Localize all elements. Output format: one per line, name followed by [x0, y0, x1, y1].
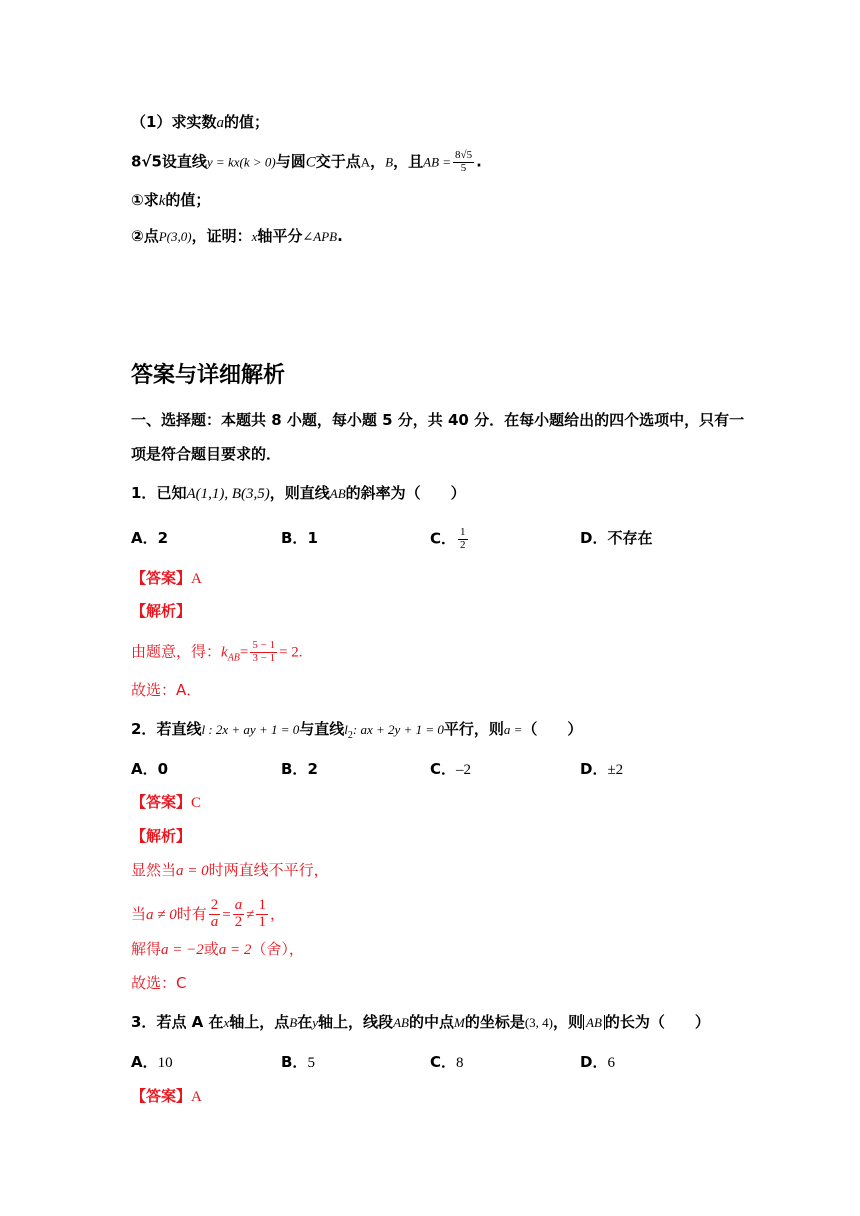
fraction [209, 898, 221, 931]
choice-2: 故选：C [131, 974, 187, 992]
answer-value: C [191, 795, 202, 811]
math-var: y [312, 1015, 319, 1030]
part-text: 设直线 [161, 152, 207, 171]
question-text: 平行，则 [443, 720, 504, 738]
sub-text: 轴平分 [257, 227, 303, 245]
math-var: k [221, 644, 228, 661]
question-text: ，则直线 [269, 484, 330, 502]
part-text: ，且 [393, 152, 424, 171]
answer-tag: 【答案】 [131, 569, 192, 587]
question-text: 的坐标是 [464, 1013, 525, 1031]
option-label: D． [580, 1053, 608, 1071]
fraction-den: 3 − 1 [252, 651, 276, 664]
fraction-den: 5 [460, 161, 467, 174]
period: . [337, 227, 343, 245]
option-b [281, 758, 318, 780]
math-line-eq: y = kx(k > 0) [206, 154, 276, 170]
option-b [281, 1051, 315, 1074]
option-a [131, 527, 168, 549]
answer-tag: 【答案】 [131, 1087, 192, 1105]
answer-tag: 【答案】 [131, 793, 192, 811]
part-number: 8√5 [131, 152, 162, 171]
option-d [580, 1051, 615, 1074]
sub-text: ①求 [131, 191, 159, 209]
question-text: 的中点 [408, 1013, 454, 1031]
solution-text: 显然当 [131, 861, 177, 879]
option-value: 0 [157, 760, 169, 778]
option-label: C． [430, 1053, 457, 1071]
math-abs: AB [583, 1015, 605, 1030]
fraction-num: a [234, 897, 243, 913]
question-1 [131, 482, 466, 505]
math-var: x [251, 229, 258, 244]
option-c [430, 527, 470, 551]
question-text: 轴上，线段 [318, 1013, 394, 1031]
analysis-tag-2: 【解析】 [131, 827, 192, 845]
fraction-den: a [210, 913, 219, 930]
analysis-tag-1: 【解析】 [131, 602, 192, 620]
math-not-equal: ≠ [246, 906, 255, 923]
fraction [256, 898, 268, 931]
math-subscript: AB [227, 652, 240, 664]
sub-text: ，证明： [191, 227, 252, 245]
math-equals: = [239, 644, 249, 661]
section-intro-line-1: 一、选择题：本题共 8 小题，每小题 5 分，共 40 分．在每小题给出的四个选项中，只有一 [131, 411, 745, 429]
math-var: AB [393, 1015, 409, 1030]
fraction-den: 2 [234, 913, 243, 930]
option-d [580, 527, 652, 549]
period: . [476, 152, 482, 171]
math-line-2: : ax + 2y + 1 = 0 [352, 722, 444, 737]
solution-text: 时有 [176, 904, 207, 923]
math-line-1: l : 2x + ay + 1 = 0 [201, 722, 300, 737]
solution-text: 或 [203, 940, 219, 958]
fraction-num: 1 [258, 897, 266, 913]
option-label: A． [131, 760, 158, 778]
sub-text: ②点 [131, 227, 159, 245]
fraction [250, 640, 277, 664]
part-text: 求实数 [171, 113, 217, 131]
solution-text: 时两直线不平行， [208, 861, 329, 879]
option-label: B． [281, 760, 308, 778]
math-expr: a = 0 [176, 863, 209, 879]
solution-1 [131, 640, 303, 670]
math-expr: AB = [423, 154, 452, 170]
option-label: C． [430, 760, 457, 778]
fraction [458, 527, 468, 551]
fraction [453, 150, 474, 174]
question-text: 已知 [156, 484, 187, 502]
option-value: 2 [157, 529, 169, 547]
part-text: 与圆 [275, 152, 306, 171]
math-subscript: 2 [347, 730, 353, 741]
prev-part-1 [131, 111, 269, 134]
question-text: 若点 A 在 [156, 1013, 224, 1031]
math-angle: ∠APB [302, 229, 338, 244]
part-number: （1） [131, 113, 172, 131]
answer-value: A [191, 571, 202, 587]
option-c [430, 758, 471, 781]
answer-1 [131, 567, 202, 590]
page-title: 答案与详细解析 [131, 363, 286, 388]
solution-text: （舍）， [251, 940, 304, 958]
prev-sub-2 [131, 225, 343, 248]
option-value: 10 [157, 1055, 173, 1071]
math-expr: a = [503, 722, 523, 737]
prev-sub-1 [131, 189, 210, 212]
math-points: A(1,1), B(3,5) [186, 486, 270, 502]
question-text: （ ） [522, 720, 583, 738]
answer-2 [131, 791, 201, 814]
solution-text: 当 [131, 904, 147, 923]
question-number: 1． [131, 484, 157, 502]
option-a [131, 758, 168, 780]
fraction-den: 2 [460, 538, 466, 551]
option-value: ±2 [607, 762, 624, 778]
question-text: 轴上，点 [229, 1013, 290, 1031]
option-value: 6 [607, 1055, 615, 1071]
math-var: C [305, 154, 316, 171]
question-number: 2． [131, 720, 157, 738]
math-var: B [289, 1015, 298, 1030]
option-d [580, 758, 623, 781]
option-value: 8 [456, 1055, 464, 1071]
option-value: 2 [307, 760, 318, 778]
math-var: l [344, 722, 348, 737]
math-coord: (3, 4) [524, 1015, 553, 1030]
solution-2-line-1 [131, 859, 329, 882]
question-text: 若直线 [156, 720, 202, 738]
question-text: 在 [297, 1013, 313, 1031]
question-3 [131, 1011, 710, 1034]
fraction [233, 898, 245, 931]
option-value: 不存在 [607, 529, 653, 547]
solution-2-line-2 [131, 898, 285, 931]
question-text: 与直线 [299, 720, 345, 738]
solution-2-line-3 [131, 938, 304, 961]
answer-value: A [191, 1089, 202, 1105]
math-point: A [360, 154, 371, 170]
question-number: 3． [131, 1013, 157, 1031]
math-equals: = [222, 906, 231, 923]
fraction-num: 5 − 1 [252, 639, 276, 651]
sub-text-tail: 的值； [165, 191, 211, 209]
fraction-den: 1 [258, 913, 266, 930]
math-expr: a = −2 [161, 942, 204, 958]
math-var: M [453, 1015, 465, 1030]
solution-text: ， [269, 904, 285, 923]
fraction-num: 8√5 [455, 149, 473, 161]
math-expr: a ≠ 0 [146, 906, 177, 923]
fraction-num: 2 [210, 897, 219, 913]
separator: ， [370, 152, 386, 171]
prev-part-2 [131, 150, 482, 174]
option-label: A． [131, 529, 158, 547]
section-intro-line-2: 项是符合题目要求的． [131, 445, 282, 463]
option-value: –2 [456, 762, 472, 778]
option-label: D． [580, 760, 608, 778]
math-var: k [158, 193, 166, 209]
choice-1: 故选：A． [131, 681, 202, 699]
question-text: ，则 [553, 1013, 584, 1031]
question-2 [131, 718, 582, 747]
option-c [430, 1051, 464, 1074]
option-label: B． [281, 529, 308, 547]
fraction-num: 1 [460, 526, 466, 538]
math-result: = 2. [279, 644, 303, 661]
math-var: AB [329, 486, 346, 501]
answer-3 [131, 1085, 202, 1108]
math-var: x [223, 1015, 230, 1030]
math-point: B [385, 154, 394, 170]
part-text: 交于点 [315, 152, 361, 171]
option-label: B． [281, 1053, 308, 1071]
option-label: A． [131, 1053, 158, 1071]
option-b [281, 527, 318, 549]
math-expr: a = 2 [218, 942, 252, 958]
solution-text: 解得 [131, 940, 162, 958]
option-label: C． [430, 529, 457, 548]
option-value: 5 [307, 1055, 315, 1071]
question-text: 的长为（ ） [604, 1013, 710, 1031]
question-text: 的斜率为（ ） [345, 484, 466, 502]
math-var: a [216, 115, 224, 131]
part-text-tail: 的值； [223, 113, 269, 131]
option-label: D． [580, 529, 608, 547]
solution-text: 由题意，得： [131, 642, 222, 661]
option-value: 1 [307, 529, 318, 547]
option-a [131, 1051, 173, 1074]
math-point: P(3,0) [158, 229, 192, 244]
